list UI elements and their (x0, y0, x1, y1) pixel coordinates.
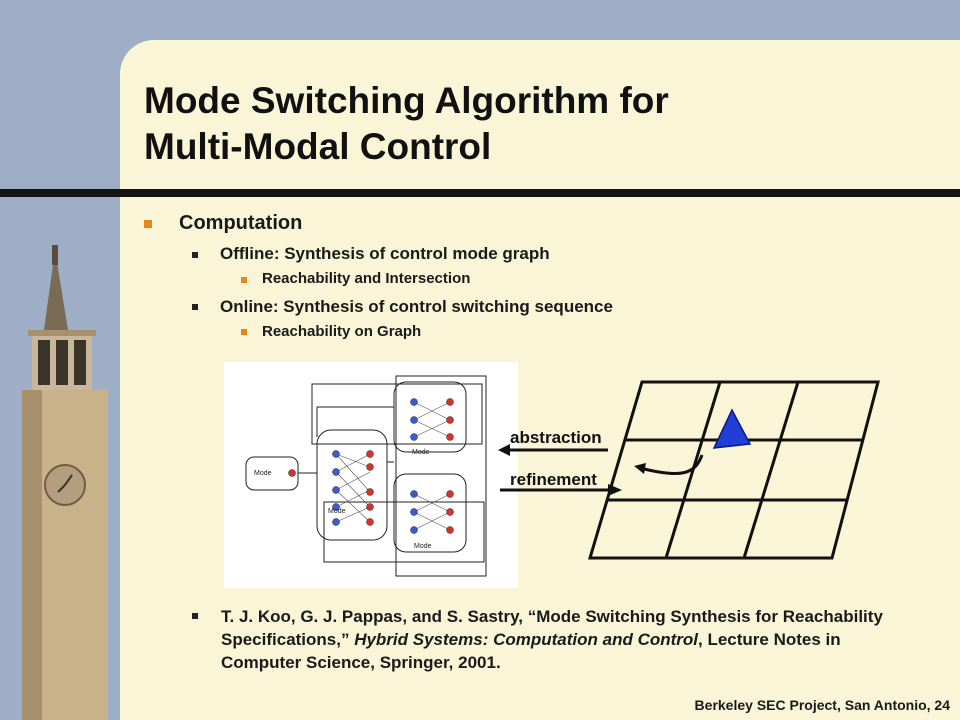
reference-journal: Hybrid Systems: Computation and Control (354, 630, 698, 649)
bullet-computation: Computation (179, 212, 303, 234)
state-grid (580, 378, 890, 564)
reference-publisher: , Lecture Notes in Computer Science, Springer, 2001. (221, 630, 841, 672)
title-line-1: Mode Switching Algorithm for (144, 80, 669, 121)
bullet-marker (241, 277, 247, 283)
bullet-marker (241, 329, 247, 335)
bullet-marker (192, 613, 198, 619)
bullet-marker (144, 220, 152, 228)
bullet-marker (192, 304, 198, 310)
mode-node-label: Mode (414, 543, 432, 550)
mode-node-label: Mode (328, 508, 346, 515)
abstraction-label: abstraction (510, 428, 602, 447)
bullet-online: Online: Synthesis of control switching sequence (220, 297, 613, 316)
bullet-reach-intersection: Reachability and Intersection (262, 270, 471, 287)
bullet-reach-graph: Reachability on Graph (262, 323, 422, 340)
title-divider (0, 189, 960, 197)
mode-node-label: Mode (254, 470, 272, 477)
reference-text (221, 605, 921, 674)
bullet-marker (192, 252, 198, 258)
mode-graph-figure (224, 362, 518, 588)
reference-authors: T. J. Koo, G. J. Pappas, and S. Sastry, “Mode Switching Synthesis for Reachability Specifications,” (221, 607, 883, 649)
title-line-2: Multi-Modal Control (144, 126, 492, 167)
reach-triangle (714, 410, 750, 448)
mode-node-label: Mode (412, 449, 430, 456)
bullet-offline: Offline: Synthesis of control mode graph (220, 244, 550, 263)
refinement-label: refinement (510, 470, 597, 489)
slide-footer: Berkeley SEC Project, San Antonio, 24 (694, 697, 950, 713)
slide-title (144, 78, 924, 170)
